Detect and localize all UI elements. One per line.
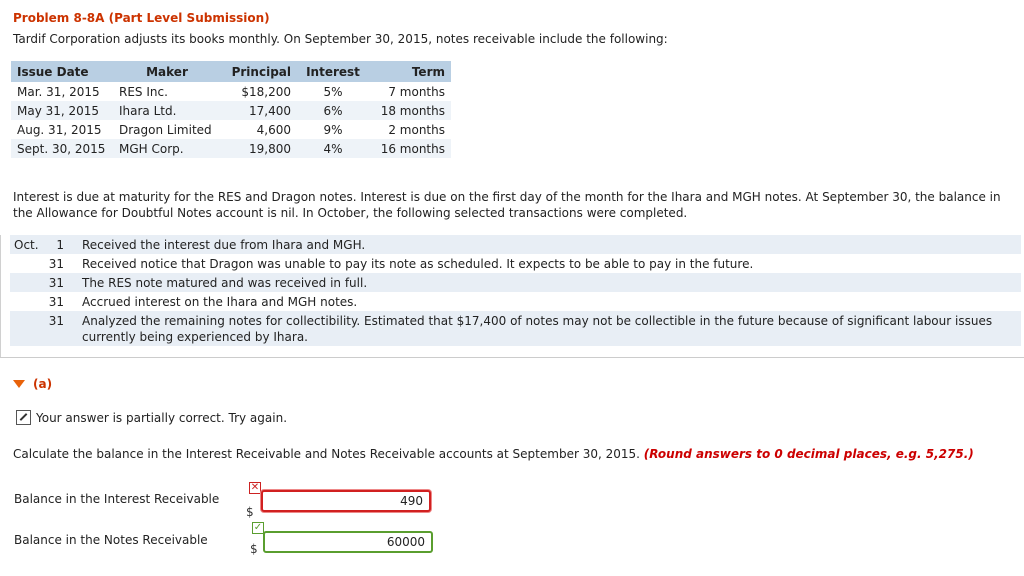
transaction-day: 31 — [48, 295, 64, 309]
part-label: (a) — [33, 377, 53, 391]
pencil-icon — [16, 410, 31, 425]
status-text: Your answer is partially correct. Try again. — [36, 410, 288, 425]
transaction-text: The RES note matured and was received in full. — [82, 276, 368, 290]
transaction-month — [10, 275, 44, 291]
cell-issue-date: Mar. 31, 2015 — [17, 84, 100, 99]
notes-table — [11, 61, 451, 158]
transaction-month — [10, 256, 44, 272]
triangle-down-icon — [13, 380, 25, 388]
cell-issue-date: May 31, 2015 — [11, 101, 113, 120]
header-issue-date: Issue Date — [11, 61, 113, 82]
cell-principal: 17,400 — [221, 101, 297, 120]
transaction-day: 31 — [48, 314, 64, 328]
transaction-month: Oct. — [14, 238, 39, 252]
rounding-note: (Round answers to 0 decimal places, e.g. 5,275.) — [643, 447, 974, 461]
list-item — [10, 311, 1021, 346]
cell-principal: $18,200 — [241, 84, 291, 99]
section-divider — [0, 357, 1024, 358]
instruction-main: Calculate the balance in the Interest Receivable and Notes Receivable accounts at September 30, 2015. — [13, 447, 640, 461]
answer-status — [16, 410, 287, 425]
instruction-text — [13, 447, 974, 461]
part-a-toggle[interactable] — [13, 377, 52, 391]
list-item — [10, 273, 1021, 292]
cell-principal: 4,600 — [256, 122, 291, 137]
cell-interest: 9% — [323, 122, 343, 137]
problem-intro: Tardif Corporation adjusts its books monthly. On September 30, 2015, notes receivable include the following: — [13, 32, 668, 46]
transaction-day: 31 — [48, 257, 64, 271]
notes-receivable-input[interactable]: 60000 — [263, 531, 433, 553]
cell-term: 18 months — [369, 101, 451, 120]
transaction-text: Analyzed the remaining notes for collectibility. Estimated that $17,400 of notes may not be collectible in the future because of significant labour issues currently being experienced by Ihara. — [82, 314, 993, 344]
transactions-list — [10, 235, 1021, 346]
cell-interest: 5% — [323, 84, 343, 99]
cell-maker: Dragon Limited — [119, 122, 212, 137]
cell-issue-date: Sept. 30, 2015 — [11, 139, 113, 158]
notes-receivable-label: Balance in the Notes Receivable — [14, 533, 208, 547]
currency-symbol: $ — [246, 505, 254, 519]
transaction-text: Received the interest due from Ihara and MGH. — [82, 238, 366, 252]
cell-term: 16 months — [369, 139, 451, 158]
header-interest: Interest — [297, 61, 369, 82]
transaction-text: Accrued interest on the Ihara and MGH notes. — [82, 295, 358, 309]
header-maker: Maker — [113, 61, 221, 82]
cell-issue-date: Aug. 31, 2015 — [17, 122, 102, 137]
transaction-text: Received notice that Dragon was unable to pay its note as scheduled. It expects to be able to pay in the future. — [82, 257, 754, 271]
transaction-month — [10, 313, 44, 345]
notes-table-header — [11, 61, 451, 82]
interest-receivable-label: Balance in the Interest Receivable — [14, 492, 220, 506]
transaction-month — [10, 294, 44, 310]
section-border — [0, 235, 1, 357]
table-row — [11, 120, 451, 139]
table-row — [11, 139, 451, 158]
cell-maker: Ihara Ltd. — [113, 101, 221, 120]
problem-title: Problem 8-8A (Part Level Submission) — [13, 11, 270, 25]
header-term: Term — [369, 61, 451, 82]
transaction-day: 1 — [56, 238, 64, 252]
list-item — [10, 292, 1021, 311]
cell-term: 2 months — [388, 122, 445, 137]
transaction-day: 31 — [48, 276, 64, 290]
table-row — [11, 82, 451, 101]
list-item — [10, 254, 1021, 273]
problem-description: Interest is due at maturity for the RES and Dragon notes. Interest is due on the first day of the month for the Ihara and MGH notes. At September 30, the balance in the Allowance for Doubtful Notes account is nil. In October, the following selected transactions were completed. — [13, 190, 1001, 220]
cell-maker: RES Inc. — [119, 84, 168, 99]
cell-interest: 6% — [297, 101, 369, 120]
cell-interest: 4% — [297, 139, 369, 158]
interest-receivable-input[interactable]: 490 — [261, 490, 431, 512]
cell-principal: 19,800 — [221, 139, 297, 158]
check-icon: ✓ — [253, 522, 263, 533]
cell-maker: MGH Corp. — [113, 139, 221, 158]
header-principal: Principal — [221, 61, 297, 82]
currency-symbol: $ — [250, 542, 258, 556]
cell-term: 7 months — [388, 84, 445, 99]
incorrect-icon: ✕ — [250, 482, 260, 493]
list-item — [10, 235, 1021, 254]
table-row — [11, 101, 451, 120]
